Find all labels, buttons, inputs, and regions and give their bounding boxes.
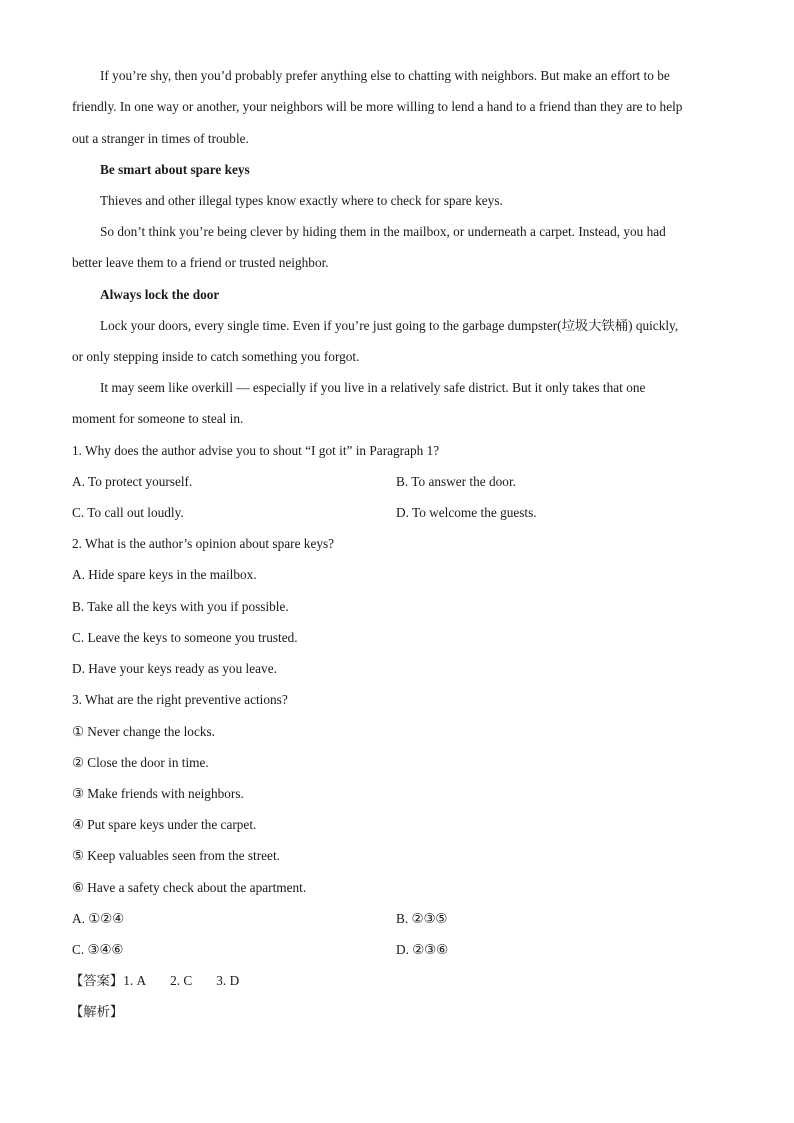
paragraph-5-line-2: moment for someone to steal in. (72, 411, 244, 426)
paragraph-3-line-1: So don’t think you’re being clever by hiding them in the mailbox, or underneath a carpet. Instead, you had (100, 224, 666, 239)
question-1-option-c: C. To call out loudly. (72, 505, 184, 520)
question-1-stem: 1. Why does the author advise you to shout “I got it” in Paragraph 1? (72, 443, 440, 458)
answer-2: 2. C (170, 973, 193, 988)
question-3-option-b: B. ②③⑤ (396, 911, 448, 926)
question-2-option-a: A. Hide spare keys in the mailbox. (72, 567, 257, 582)
question-3-item-1: ① Never change the locks. (72, 724, 215, 739)
paragraph-5-line-1: It may seem like overkill — especially if you live in a relatively safe district. But it only takes that one (100, 380, 646, 395)
question-3-item-4: ④ Put spare keys under the carpet. (72, 817, 257, 832)
analysis-label: 【解析】 (70, 1004, 124, 1019)
question-3-stem: 3. What are the right preventive actions? (72, 692, 288, 707)
heading-spare-keys: Be smart about spare keys (100, 162, 250, 177)
question-3-option-c: C. ③④⑥ (72, 942, 124, 957)
question-2-option-c: C. Leave the keys to someone you trusted. (72, 630, 298, 645)
question-3-item-3: ③ Make friends with neighbors. (72, 786, 244, 801)
paragraph-1-line-1: If you’re shy, then you’d probably prefer anything else to chatting with neighbors. But make an effort to be (100, 68, 670, 83)
paragraph-1-line-3: out a stranger in times of trouble. (72, 131, 249, 146)
question-2-option-d: D. Have your keys ready as you leave. (72, 661, 277, 676)
question-3-item-2: ② Close the door in time. (72, 755, 209, 770)
paragraph-1-line-2: friendly. In one way or another, your neighbors will be more willing to lend a hand to a friend than they are to help (72, 99, 683, 114)
question-1-option-d: D. To welcome the guests. (396, 505, 537, 520)
paragraph-3-line-2: better leave them to a friend or trusted neighbor. (72, 255, 329, 270)
paragraph-4-line-1: Lock your doors, every single time. Even if you’re just going to the garbage dumpster(垃圾大铁桶) quickly, (100, 318, 679, 333)
question-2-option-b: B. Take all the keys with you if possible. (72, 599, 289, 614)
answer-row (70, 972, 239, 990)
paragraph-2: Thieves and other illegal types know exactly where to check for spare keys. (100, 193, 503, 208)
answer-1: 1. A (123, 973, 147, 988)
question-3-option-d: D. ②③⑥ (396, 942, 449, 957)
answer-3: 3. D (216, 973, 240, 988)
heading-lock-door: Always lock the door (100, 287, 220, 302)
question-3-option-a: A. ①②④ (72, 911, 125, 926)
question-2-stem: 2. What is the author’s opinion about spare keys? (72, 536, 335, 551)
paragraph-4-line-2: or only stepping inside to catch something you forgot. (72, 349, 360, 364)
question-3-item-6: ⑥ Have a safety check about the apartment. (72, 880, 307, 895)
answer-label: 【答案】 (70, 973, 124, 988)
question-1-option-b: B. To answer the door. (396, 474, 516, 489)
question-1-option-a: A. To protect yourself. (72, 474, 193, 489)
question-3-item-5: ⑤ Keep valuables seen from the street. (72, 848, 280, 863)
